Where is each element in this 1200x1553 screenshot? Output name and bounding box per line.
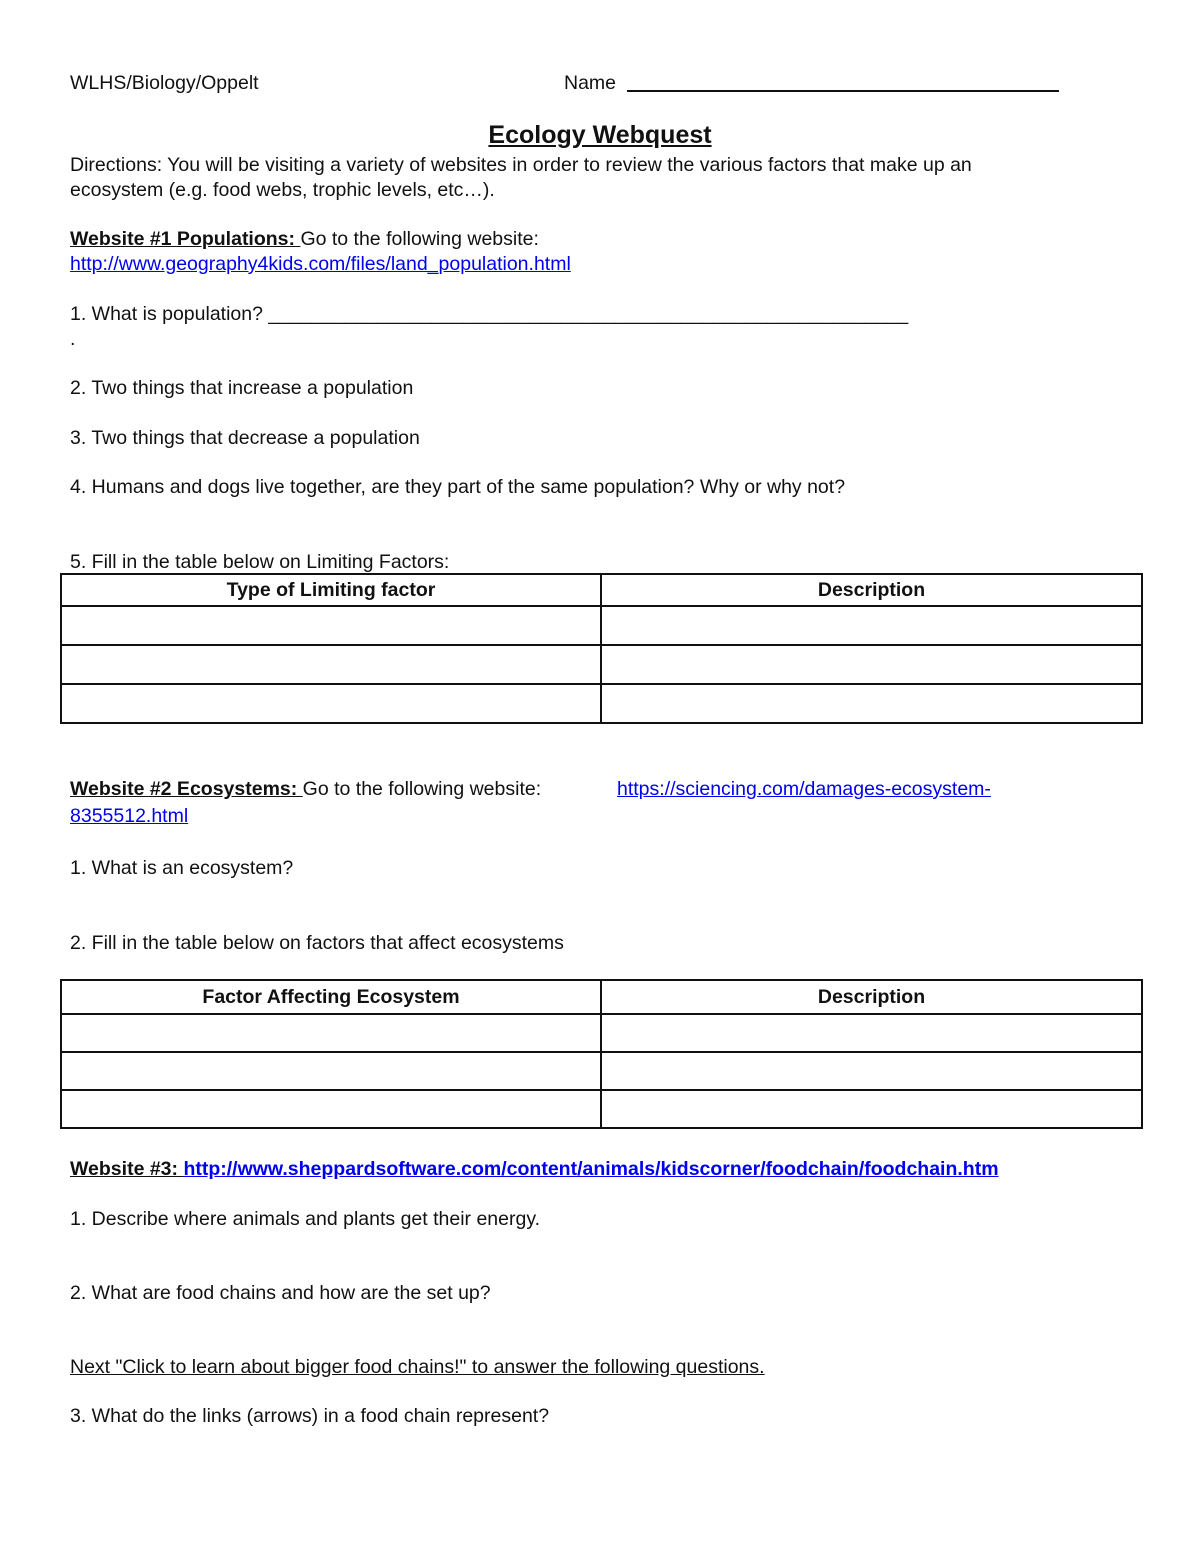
column-header-description: Description — [601, 574, 1142, 606]
column-header-description: Description — [601, 980, 1142, 1014]
website1-question-3: 3. Two things that decrease a population — [70, 427, 420, 449]
website3-question-1: 1. Describe where animals and plants get their energy. — [70, 1208, 541, 1230]
column-header-type: Type of Limiting factor — [61, 574, 601, 606]
website2-instruction: Go to the following website: — [302, 778, 542, 800]
table-cell[interactable] — [601, 606, 1142, 645]
website2-question-1: 1. What is an ecosystem? — [70, 857, 294, 879]
table-cell[interactable] — [601, 645, 1142, 684]
table-row — [61, 606, 1142, 645]
table-cell[interactable] — [601, 1014, 1142, 1052]
website1-question-5: 5. Fill in the table below on Limiting Factors: — [70, 551, 450, 573]
table-header-row — [61, 574, 1142, 606]
table-cell[interactable] — [601, 1090, 1142, 1128]
website3-link[interactable]: http://www.sheppardsoftware.com/content/animals/kidscorner/foodchain/foodchain.htm — [183, 1158, 999, 1180]
website1-question-1-dot: . — [70, 328, 76, 350]
page-title: Ecology Webquest — [488, 121, 712, 149]
table-cell[interactable] — [61, 645, 601, 684]
website3-heading-line — [70, 1158, 999, 1181]
website1-heading: Website #1 Populations: — [70, 228, 301, 250]
course-label: WLHS/Biology/Oppelt — [70, 72, 259, 94]
name-label: Name — [564, 72, 617, 94]
table-cell[interactable] — [61, 1014, 601, 1052]
website1-question-4: 4. Humans and dogs live together, are they part of the same population? Why or why not? — [70, 476, 846, 498]
website3-heading: Website #3: — [70, 1158, 184, 1180]
website1-heading-line — [70, 228, 539, 251]
table-row — [61, 1014, 1142, 1052]
table-cell[interactable] — [61, 606, 601, 645]
website3-question-2: 2. What are food chains and how are the set up? — [70, 1282, 491, 1304]
table-cell[interactable] — [601, 1052, 1142, 1090]
table-cell[interactable] — [61, 1090, 601, 1128]
website2-heading-line — [70, 778, 541, 801]
name-blank-line — [627, 90, 1059, 92]
limiting-factors-table — [60, 573, 1143, 724]
table-row — [61, 1052, 1142, 1090]
website3-next-instruction: Next "Click to learn about bigger food chains!" to answer the following questions. — [70, 1356, 765, 1378]
website1-link[interactable]: http://www.geography4kids.com/files/land_population.html — [70, 253, 571, 275]
table-row — [61, 645, 1142, 684]
ecosystem-factors-table — [60, 979, 1143, 1129]
directions-line-1: Directions: You will be visiting a variety of websites in order to review the various factors that make up an — [70, 154, 972, 176]
table-cell[interactable] — [61, 684, 601, 723]
website3-question-3: 3. What do the links (arrows) in a food chain represent? — [70, 1405, 550, 1427]
website2-heading: Website #2 Ecosystems: — [70, 778, 303, 800]
table-cell[interactable] — [61, 1052, 601, 1090]
table-header-row — [61, 980, 1142, 1014]
table-row — [61, 1090, 1142, 1128]
website1-instruction: Go to the following website: — [300, 228, 539, 250]
website2-question-2: 2. Fill in the table below on factors that affect ecosystems — [70, 932, 564, 954]
website2-link-part-1[interactable]: https://sciencing.com/damages-ecosystem- — [617, 778, 991, 800]
website2-link-part-2[interactable]: 8355512.html — [70, 805, 189, 827]
directions-line-2: ecosystem (e.g. food webs, trophic levels, etc…). — [70, 179, 495, 201]
column-header-factor: Factor Affecting Ecosystem — [61, 980, 601, 1014]
website1-question-2: 2. Two things that increase a population — [70, 377, 414, 399]
website1-question-1: 1. What is population? ___________________________________________________________ — [70, 303, 909, 325]
table-row — [61, 684, 1142, 723]
table-cell[interactable] — [601, 684, 1142, 723]
